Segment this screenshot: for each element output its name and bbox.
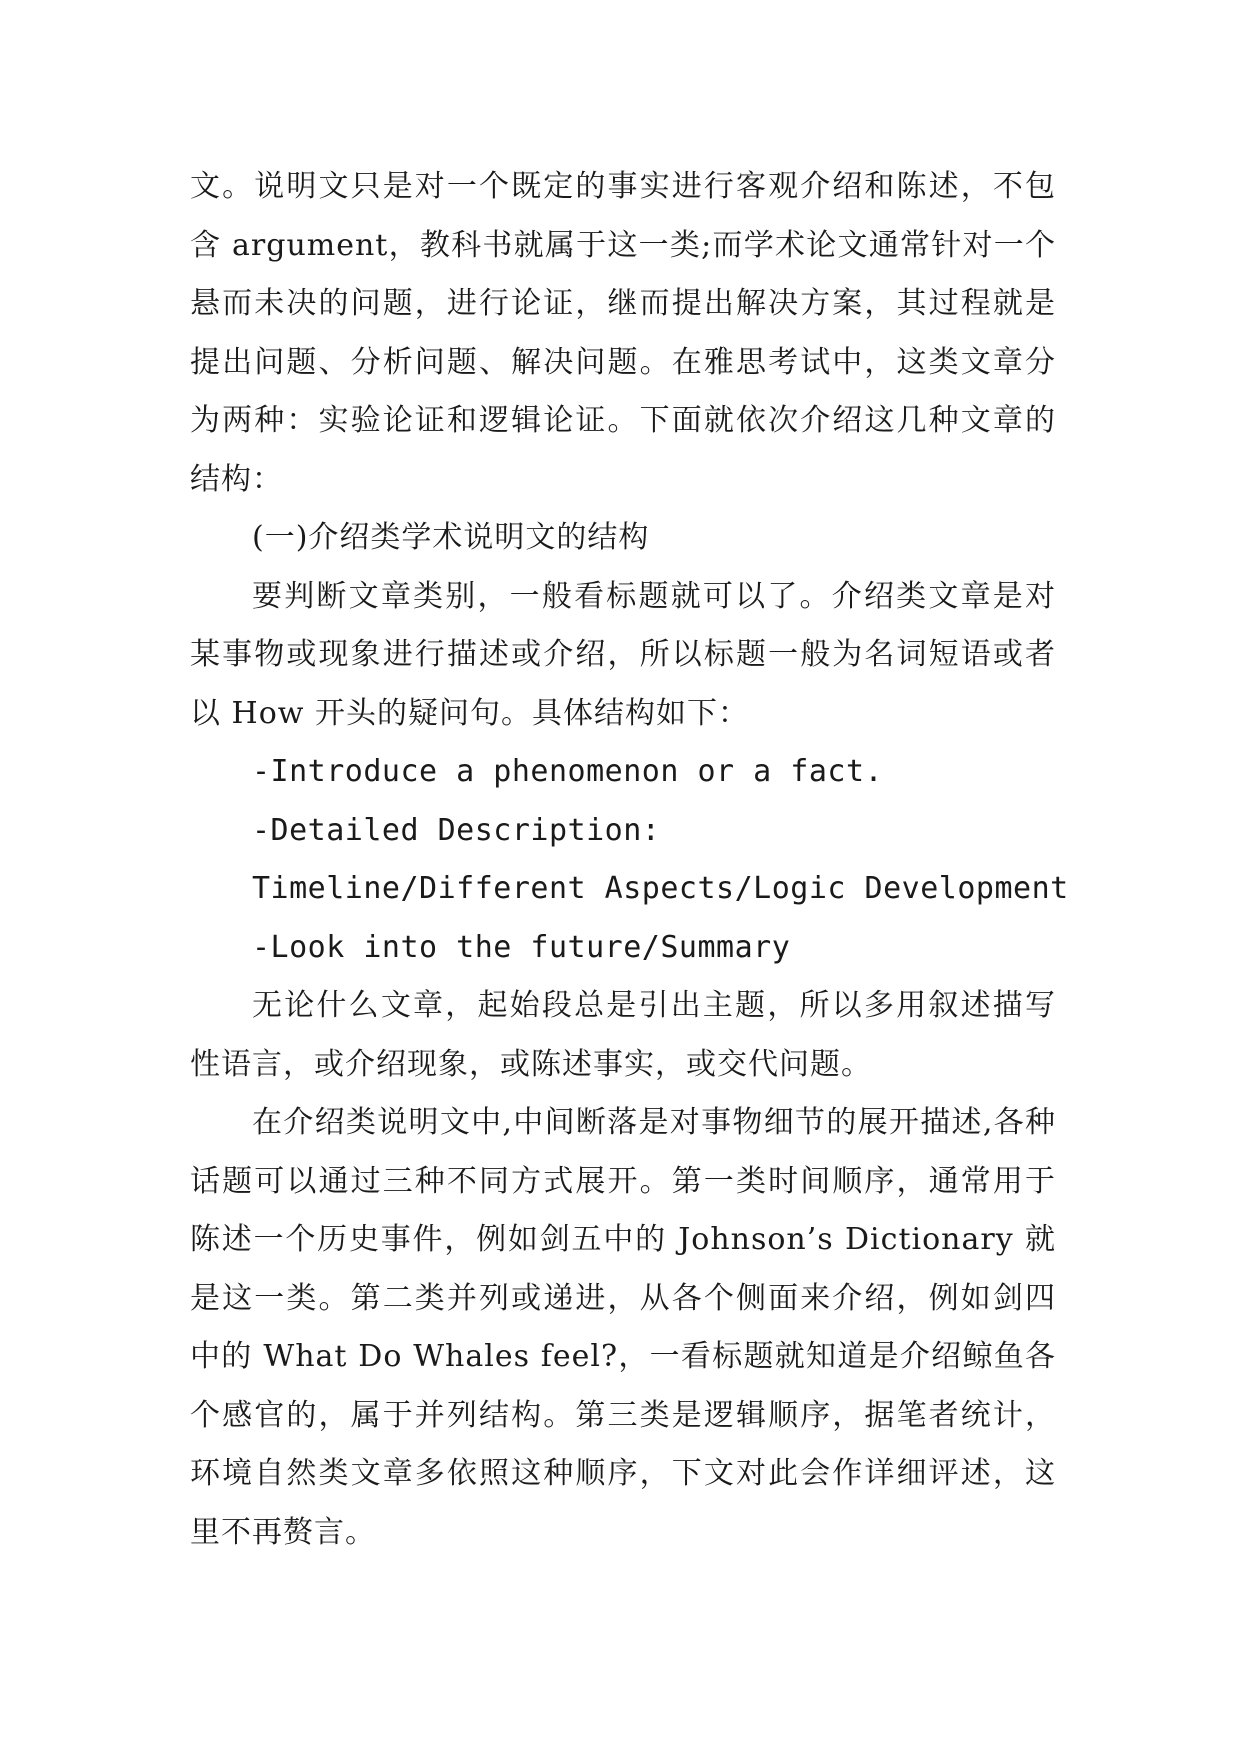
structure-line-summary: -Look into the future/Summary (252, 929, 791, 965)
intro-paragraph: 文。说明文只是对一个既定的事实进行客观介绍和陈述，不包含 argument，教科书就属于这一类;而学术论文通常针对一个悬而未决的问题，进行论证，继而提出解决方案，其过程就是提出问题、分析问题、解决问题。在雅思考试中，这类文章分为两种：实验论证和逻辑论证。下面就依次介绍这几种文章的结构： (190, 169, 1056, 497)
classification-paragraph: 要判断文章类别，一般看标题就可以了。介绍类文章是对某事物或现象进行描述或介绍，所以标题一般为名词短语或者以 How 开头的疑问句。具体结构如下： (190, 578, 1056, 731)
opening-paragraph-note: 无论什么文章，起始段总是引出主题，所以多用叙述描写性语言，或介绍现象，或陈述事实，或交代问题。 (190, 988, 1056, 1082)
document-body (190, 158, 1069, 1562)
structure-line-introduce: -Introduce a phenomenon or a fact. (252, 754, 884, 789)
structure-line-description: -Detailed Description: (252, 812, 661, 848)
structure-line-development: Timeline/Different Aspects/Logic Development (252, 871, 1069, 906)
section-heading: (一)介绍类学术说明文的结构 (252, 520, 650, 555)
middle-paragraph-note: 在介绍类说明文中,中间断落是对事物细节的展开描述,各种话题可以通过三种不同方式展开。第一类时间顺序，通常用于陈述一个历史事件，例如剑五中的 Johnson’s Dictionary 就是这一类。第二类并列或递进，从各个侧面来介绍，例如剑四中的 What Do Whales feel?，一看标题就知道是介绍鲸鱼各个感官的，属于并列结构。第三类是逻辑顺序，据笔者统计，环境自然类文章多依照这种顺序，下文对此会作详细评述，这里不再赘言。 (190, 1105, 1056, 1550)
